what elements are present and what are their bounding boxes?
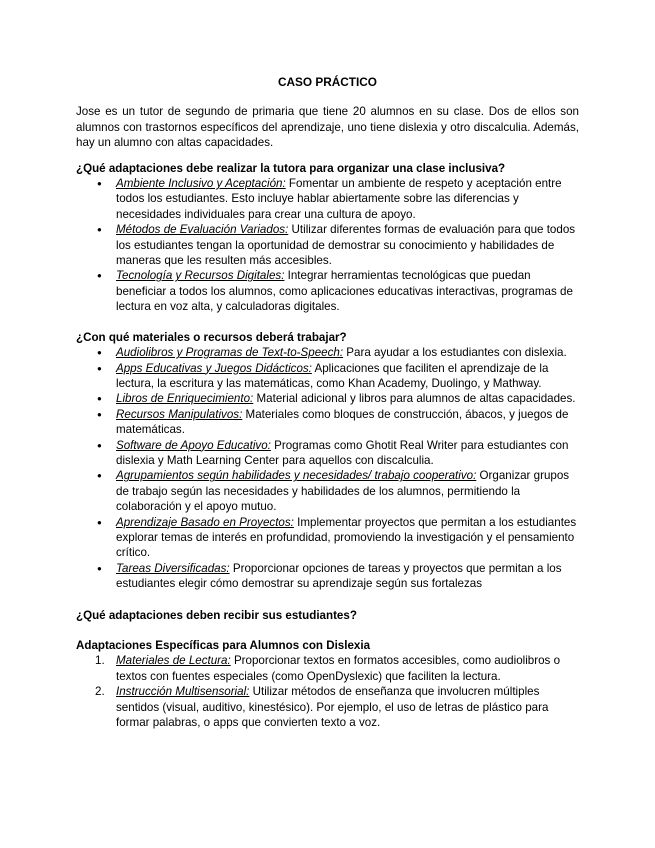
list-item-term: Software de Apoyo Educativo: bbox=[116, 438, 271, 452]
list-item-term: Tecnología y Recursos Digitales: bbox=[116, 269, 285, 283]
list-item bbox=[76, 438, 579, 469]
document-title: CASO PRÁCTICO bbox=[278, 75, 377, 89]
list-item bbox=[76, 268, 579, 314]
list-item-text: Proporcionar opciones de tareas y proyectos que permitan a los estudiantes elegir cómo demostrar su aprendizaje según sus fortalezas bbox=[116, 561, 562, 591]
list-item-text: Programas como Ghotit Real Writer para estudiantes con dislexia y Math Learning Center para aquellos con discalculia. bbox=[116, 438, 569, 467]
list-item-text: Integrar herramientas tecnológicas que puedan beneficiar a todos los alumnos, como aplicaciones educativas interactivas, programas de lectura en voz alta, y calculadoras digitales. bbox=[116, 269, 573, 314]
list-item-text: Materiales como bloques de construcción, ábacos, y juegos de matemáticas. bbox=[116, 407, 569, 437]
list-item bbox=[76, 391, 579, 406]
list-item bbox=[76, 561, 579, 592]
list-item-term: Recursos Manipulativos: bbox=[116, 407, 243, 421]
list-item-term: Métodos de Evaluación Variados: bbox=[116, 223, 289, 237]
list-item-term: Libros de Enriquecimiento: bbox=[116, 392, 254, 406]
list-item-text: Utilizar diferentes formas de evaluación para que todos los estudiantes tengan la oportunidad de demostrar su conocimiento y habilidades de maneras que les resulten más accesibles. bbox=[116, 223, 576, 268]
list-item-text: Implementar proyectos que permitan a los estudiantes explorar temas de interés en profundidad, promoviendo la investigación y el pensamiento crítico. bbox=[116, 515, 577, 560]
list-item-text: Material adicional y libros para alumnos de altas capacidades. bbox=[253, 392, 576, 406]
list-item bbox=[76, 345, 579, 360]
list-item-term: Apps Educativas y Juegos Didácticos: bbox=[116, 361, 312, 375]
list-item-text: Aplicaciones que faciliten el aprendizaje de la lectura, la escritura y las matemáticas, como Khan Academy, Duolingo, y Mathway. bbox=[116, 361, 549, 390]
question-2-list bbox=[76, 345, 579, 592]
list-item-term: Agrupamientos según habilidades y necesidades/ trabajo cooperativo: bbox=[116, 469, 477, 483]
list-item bbox=[76, 407, 579, 438]
list-item bbox=[76, 176, 579, 222]
list-item-term: Materiales de Lectura: bbox=[116, 654, 231, 668]
list-item-text: Organizar grupos de trabajo según las necesidades y habilidades de los alumnos, permitiendo la colaboración y el apoyo mutuo. bbox=[116, 469, 570, 514]
list-item-number: 1. bbox=[95, 654, 105, 668]
list-item-text: Para ayudar a los estudiantes con dislexia. bbox=[343, 346, 567, 360]
question-3-list bbox=[76, 653, 579, 730]
list-item-text: Proporcionar textos en formatos accesibles, como audiolibros o textos con fuentes especiales (como OpenDyslexic) que faciliten la lectura. bbox=[116, 654, 561, 683]
intro-paragraph: Jose es un tutor de segundo de primaria que tiene 20 alumnos en su clase. Dos de ellos son alumnos con trastornos específicos del aprendizaje, uno tiene dislexia y otro discalculia. Además, hay un alumno con altas capacidades. bbox=[76, 105, 579, 150]
section-subheading: Adaptaciones Específicas para Alumnos con Dislexia bbox=[76, 639, 371, 652]
list-item bbox=[76, 361, 579, 392]
list-item bbox=[76, 468, 579, 514]
list-item-term: Instrucción Multisensorial: bbox=[116, 685, 250, 699]
list-item-term: Aprendizaje Basado en Proyectos: bbox=[116, 515, 294, 529]
list-item bbox=[76, 653, 579, 684]
question-1-list bbox=[76, 176, 579, 315]
question-3: ¿Qué adaptaciones deben recibir sus estudiantes? bbox=[76, 608, 357, 622]
list-item-number: 2. bbox=[95, 685, 105, 699]
list-item-text: Fomentar un ambiente de respeto y aceptación entre todos los estudiantes. Esto incluye hablar abiertamente sobre las diferencias y necesidades individuales para crear una cultura de apoyo. bbox=[116, 177, 562, 221]
list-item bbox=[76, 515, 579, 561]
question-1: ¿Qué adaptaciones debe realizar la tutora para organizar una clase inclusiva? bbox=[76, 161, 506, 175]
list-item-term: Tareas Diversificadas: bbox=[116, 561, 230, 575]
question-2: ¿Con qué materiales o recursos deberá trabajar? bbox=[76, 330, 347, 344]
list-item-term: Audiolibros y Programas de Text-to-Speech: bbox=[116, 346, 344, 360]
document-page bbox=[76, 75, 579, 730]
list-item-term: Ambiente Inclusivo y Aceptación: bbox=[116, 177, 286, 191]
list-item-text: Utilizar métodos de enseñanza que involucren múltiples sentidos (visual, auditivo, kinestésico). Por ejemplo, el uso de letras de plástico para formar palabras, o apps que convierten texto a voz. bbox=[116, 685, 549, 730]
list-item bbox=[76, 684, 579, 730]
list-item bbox=[76, 222, 579, 268]
